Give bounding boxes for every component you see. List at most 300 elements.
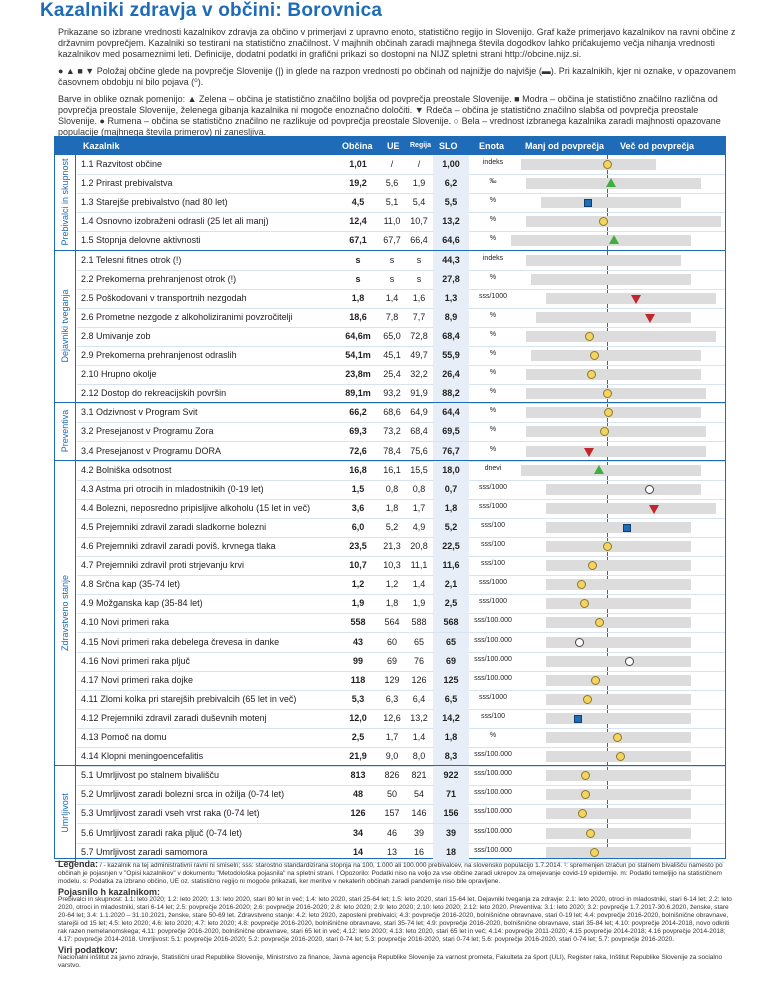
indicator-name: 5.6 Umrljivost zaradi raka pljuč (0-74 let) — [81, 827, 243, 838]
unit: % — [489, 732, 497, 739]
indicator-name: 2.2 Prekomerna prehranjenost otrok (!) — [81, 273, 237, 284]
region-value: / — [417, 159, 421, 169]
region-value: 66,4 — [410, 235, 428, 246]
municipality-value: 48 — [352, 789, 363, 800]
unit: sss/1000 — [478, 502, 508, 510]
slovenia-value: 88,2 — [433, 384, 469, 403]
ue-value: 9,0 — [385, 751, 399, 762]
ue-value: 1,2 — [385, 579, 399, 590]
intro-paragraph: ● ▲ ■ ▼ Položaj občine glede na povprečje Slovenije (|) in glede na razpon vrednosti po občinah od najnižje do najvišje (▬). Pri kazalnikih, kjer ni oznake, v opazovanem časovnem obdobju ni bilo pojava (⁰). — [58, 66, 736, 87]
unit: % — [489, 407, 497, 415]
table-row — [77, 518, 725, 538]
indicator-name: 5.7 Umrljivost zaradi samomora — [81, 846, 208, 857]
unit: sss/1000 — [478, 598, 508, 606]
slovenia-value: 8,3 — [433, 747, 469, 766]
range-bar — [526, 407, 701, 418]
indicator-name: 4.13 Pomoč na domu — [81, 732, 167, 742]
ue-value: 16,1 — [383, 464, 401, 475]
green-up-triangle-marker — [609, 235, 619, 244]
table-row — [77, 327, 725, 347]
unit: ‰ — [489, 178, 497, 186]
region-value: 821 — [411, 770, 427, 781]
region-value: s — [416, 273, 422, 284]
slovenia-value: 1,00 — [433, 155, 469, 174]
unit: sss/100 — [480, 521, 506, 529]
table-row — [77, 690, 725, 710]
municipality-value: 4,5 — [351, 197, 365, 208]
municipality-value: 66,2 — [349, 407, 367, 418]
municipality-value: 12,4 — [349, 216, 367, 227]
indicator-name: 4.6 Prejemniki zdravil zaradi poviš. krvnega tlaka — [81, 541, 276, 551]
slovenia-value: 68,4 — [433, 327, 469, 346]
unit: sss/100 — [480, 541, 506, 548]
unit: sss/100.000 — [474, 827, 512, 835]
municipality-value: 813 — [350, 770, 366, 781]
ue-value: 6,3 — [385, 693, 399, 704]
group-label-text: Zdravstveno stanje — [60, 574, 70, 651]
ue-value: 65,0 — [383, 330, 401, 341]
unit: indeks — [482, 254, 504, 262]
table-row — [77, 537, 725, 557]
range-bar — [526, 446, 706, 457]
municipality-value: 558 — [350, 617, 366, 628]
slovenia-value: 156 — [433, 804, 469, 823]
range-bar — [546, 694, 691, 705]
table-row — [77, 422, 725, 442]
range-bar — [546, 847, 691, 858]
unit: sss/100.000 — [474, 617, 512, 625]
ue-value: 50 — [386, 789, 397, 800]
indicator-name: 1.4 Osnovno izobraženi odrasli (25 let ali manj) — [81, 216, 269, 227]
slovenia-value: 8,9 — [433, 308, 469, 327]
blue-square-marker — [574, 715, 582, 723]
ue-value: 25,4 — [383, 369, 401, 380]
legend — [58, 860, 738, 970]
table-row — [77, 480, 725, 500]
yellow-circle-marker — [603, 160, 612, 169]
ue-value: 5,1 — [385, 197, 399, 208]
range-bar — [546, 828, 691, 839]
range-bar — [511, 235, 691, 246]
range-bar — [531, 274, 691, 285]
slovenia-value: 64,4 — [433, 403, 469, 422]
municipality-value: 18,6 — [349, 311, 367, 322]
unit: sss/100.000 — [474, 636, 512, 644]
indicator-name: 4.10 Novi primeri raka — [81, 617, 170, 628]
indicator-name: 2.1 Telesni fitnes otrok (!) — [81, 254, 182, 265]
sources-text: Nacionalni inštitut za javno zdravje, Statistični urad Republike Slovenije, Ministrstvo za finance, Javna agencija Republike Slovenije za varnost prometa, Fakulteta za šport (ULI), Register raka, Inštitut Republike Slovenije za socialno varstvo. — [58, 954, 723, 969]
unit: % — [489, 273, 497, 281]
region-value: 65 — [413, 636, 424, 647]
region-value: 1,7 — [412, 502, 426, 513]
header-slo: SLO — [439, 141, 458, 151]
table-row — [77, 174, 725, 194]
region-value: 1,9 — [412, 178, 426, 189]
ue-value: 1,8 — [385, 502, 399, 513]
white-circle-marker — [625, 657, 634, 666]
unit: sss/1000 — [478, 693, 508, 701]
yellow-circle-marker — [591, 676, 600, 685]
white-circle-marker — [575, 638, 584, 647]
group-label — [55, 155, 76, 251]
indicator-name: 2.10 Hrupno okolje — [81, 369, 157, 380]
indicator-name: 1.2 Prirast prebivalstva — [81, 178, 173, 189]
unit: indeks — [482, 159, 504, 166]
ue-value: s — [389, 254, 395, 265]
region-value: 15,5 — [410, 464, 428, 475]
municipality-value: 12,0 — [349, 712, 367, 723]
slovenia-value: 6,2 — [433, 174, 469, 193]
municipality-value: 16,8 — [349, 464, 367, 475]
unit: sss/100.000 — [474, 655, 512, 663]
slovenia-value: 18 — [433, 843, 469, 862]
ue-value: 12,6 — [383, 712, 401, 723]
unit: % — [489, 445, 497, 453]
unit: sss/1000 — [478, 579, 508, 587]
table-row — [77, 251, 725, 271]
range-bar — [526, 369, 701, 380]
ue-value: / — [390, 159, 394, 169]
slovenia-value: 55,9 — [433, 346, 469, 365]
range-bar — [526, 331, 716, 342]
indicator-name: 3.2 Presejanost v Programu Zora — [81, 426, 214, 437]
region-value: 126 — [411, 674, 427, 685]
ue-value: 5,6 — [385, 178, 399, 189]
municipality-value: 1,9 — [351, 598, 365, 609]
group-label-text: Preventiva — [60, 410, 70, 453]
region-value: 146 — [411, 808, 427, 819]
table-row — [77, 270, 725, 290]
indicator-name: 4.4 Bolezni, neposredno pripisljive alkoholu (15 let in več) — [81, 502, 311, 513]
intro-text — [58, 27, 738, 144]
slovenia-value: 44,3 — [433, 251, 469, 270]
unit: dnevi — [484, 464, 502, 472]
municipality-value: 1,8 — [351, 292, 365, 303]
ue-value: 13 — [386, 846, 397, 857]
range-bar — [546, 713, 691, 724]
range-bar — [526, 388, 706, 399]
region-value: 4,9 — [412, 521, 426, 532]
slovenia-value: 14,2 — [433, 709, 469, 728]
table-row — [77, 613, 725, 633]
slovenia-value: 0,7 — [433, 480, 469, 499]
region-value: 68,4 — [410, 426, 428, 437]
slovenia-value: 6,5 — [433, 690, 469, 709]
slovenia-value: 5,2 — [433, 518, 469, 537]
indicator-name: 4.7 Prejemniki zdravil proti strjevanju krvi — [81, 560, 245, 571]
ue-value: 68,6 — [383, 407, 401, 418]
indicator-name: 4.11 Zlomi kolka pri starejših prebivalcih (65 let in več) — [81, 693, 297, 704]
table-row — [77, 804, 725, 824]
municipality-value: 126 — [350, 808, 366, 819]
header-enota: Enota — [479, 141, 505, 151]
slovenia-value: 11,6 — [433, 556, 469, 575]
municipality-value: 2,5 — [351, 732, 365, 742]
range-bar — [546, 637, 691, 648]
group-label — [55, 766, 76, 862]
indicator-name: 4.17 Novi primeri raka dojke — [81, 674, 194, 685]
indicator-name: 4.15 Novi primeri raka debelega črevesa in danke — [81, 636, 280, 647]
unit: sss/1000 — [478, 292, 508, 300]
region-value: 54 — [413, 789, 424, 800]
unit: sss/100 — [480, 560, 506, 568]
municipality-value: 34 — [352, 827, 363, 838]
unit: % — [489, 369, 497, 377]
intro-paragraph: Prikazane so izbrane vrednosti kazalnikov zdravja za občino v primerjavi z upravno enoto, statistično regijo in Slovenijo. Graf kaže primerjavo kazalnikov na ravni občine z državnim povprečjem. Kazalniki so testirani na statistično značilnost. V majhnih občinah zaradi majhnega števila dogodkov lahko pričakujemo večja nihanja vrednosti kazalnikov med posameznimi leti. Definicije, dodatni podatki in grafični prikazi so dostopni na NIJZ spletni strani http://obcine.nijz.si. — [58, 27, 736, 59]
municipality-value: 54,1m — [345, 350, 371, 360]
table-row — [77, 193, 725, 213]
table-row — [77, 346, 725, 366]
table-row — [77, 766, 725, 786]
table-row — [77, 824, 725, 844]
explanation-heading: Pojasnilo h kazalnikom: — [58, 887, 161, 897]
municipality-value: 6,0 — [351, 521, 365, 532]
table-row — [77, 308, 725, 328]
indicator-name: 1.5 Stopnja delovne aktivnosti — [81, 235, 201, 246]
ue-value: 1,7 — [385, 732, 399, 742]
region-value: 76 — [413, 655, 424, 666]
range-bar — [546, 541, 691, 552]
header-obcina: Občina — [342, 141, 373, 151]
range-bar — [546, 808, 691, 819]
unit: sss/100.000 — [474, 846, 512, 854]
region-value: 16 — [413, 846, 424, 857]
region-value: 75,6 — [410, 445, 428, 456]
table-row — [77, 575, 725, 595]
slovenia-value: 22,5 — [433, 537, 469, 556]
unit: % — [489, 350, 497, 357]
region-value: 39 — [413, 827, 424, 838]
ue-value: 157 — [384, 808, 400, 819]
table-row — [77, 461, 725, 481]
ue-value: 69 — [386, 655, 397, 666]
slovenia-value: 2,1 — [433, 575, 469, 594]
ue-value: 78,4 — [383, 445, 401, 456]
slovenia-value: 5,5 — [433, 193, 469, 212]
unit: sss/100 — [480, 712, 506, 720]
region-value: 6,4 — [412, 693, 426, 704]
slovenia-value: 922 — [433, 766, 469, 785]
ue-value: s — [389, 273, 395, 284]
region-value: 5,4 — [412, 197, 426, 208]
yellow-circle-marker — [583, 695, 592, 704]
slovenia-value: 76,7 — [433, 442, 469, 461]
indicator-name: 1.3 Starejše prebivalstvo (nad 80 let) — [81, 197, 228, 208]
red-down-triangle-marker — [584, 448, 594, 457]
region-value: 1,9 — [412, 598, 426, 609]
region-value: 0,8 — [412, 483, 426, 494]
yellow-circle-marker — [613, 733, 622, 742]
table-row — [77, 365, 725, 385]
municipality-value: s — [355, 273, 361, 284]
indicator-table — [54, 136, 726, 859]
slovenia-value: 1,8 — [433, 499, 469, 518]
indicator-name: 4.14 Klopni meningoencefalitis — [81, 751, 204, 762]
table-row — [77, 633, 725, 653]
region-value: 10,7 — [410, 216, 428, 227]
municipality-value: 1,2 — [351, 579, 365, 590]
indicator-name: 5.1 Umrljivost po stalnem bivališču — [81, 770, 220, 781]
range-bar — [546, 617, 691, 628]
page-title: Kazalniki zdravja v občini: Borovnica — [40, 0, 383, 21]
red-down-triangle-marker — [631, 295, 641, 304]
municipality-value: 89,1m — [345, 388, 371, 399]
table-row — [77, 747, 725, 767]
municipality-value: 23,8m — [345, 369, 371, 380]
region-value: s — [416, 254, 422, 265]
sources-heading: Viri podatkov: — [58, 945, 118, 955]
ue-value: 129 — [384, 674, 400, 685]
range-bar — [546, 560, 691, 571]
indicator-name: 4.5 Prejemniki zdravil zaradi sladkorne bolezni — [81, 521, 267, 532]
region-value: 49,7 — [410, 350, 428, 360]
slovenia-value: 65 — [433, 633, 469, 652]
table-header — [55, 137, 725, 155]
region-value: 588 — [411, 617, 427, 628]
slovenia-value: 26,4 — [433, 365, 469, 384]
unit: sss/100.000 — [474, 751, 512, 759]
indicator-name: 3.4 Presejanost v Programu DORA — [81, 445, 222, 456]
indicator-name: 4.9 Možganska kap (35-84 let) — [81, 598, 203, 609]
slovenia-value: 69,5 — [433, 422, 469, 441]
ue-value: 564 — [384, 617, 400, 628]
region-value: 32,2 — [410, 369, 428, 380]
municipality-value: 23,5 — [349, 541, 367, 551]
intro-paragraph: Barve in oblike oznak pomenijo: ▲ Zelena – občina je statistično značilno boljša od povprečja preostale Slovenije. ■ Modra – občina je statistično značilno različna od povprečja preostale Slovenije, želenega gibanja kazalnika ni mogoče enoznačno določiti. ▼ Rdeča – občina je statistično značilno slabša od povprečja preostale Slovenije. ● Rumena – občina se statistično značilno ne razlikuje od povprečja preostale Slovenije. ○ Bela – vrednost izbranega kazalnika zaradi majhnosti opazovane populacije (majhnega števila primerov) ni zanesljiva. — [58, 94, 721, 137]
municipality-value: 1,5 — [351, 483, 365, 494]
slovenia-value: 39 — [433, 824, 469, 843]
slovenia-value: 69 — [433, 652, 469, 671]
slovenia-value: 71 — [433, 785, 469, 804]
group-label-text: Umrljivost — [60, 793, 70, 834]
ue-value: 10,3 — [383, 560, 401, 571]
region-value: 64,9 — [410, 407, 428, 418]
range-bar — [521, 465, 701, 476]
legend-text: / - kazalnik na tej administrativni ravni ni smiseln; sss: starostno standardizirana stopnja na 100, 1.000 ali 100.000 prebivalcev, na slovensko populacijo 1.7.2014. ¹: spremenjen izračun po stalnem bivališču namesto po občinah je pojasnjen v "Opisi kazalnikov" v dokumentu "Metodološka pojasnila" na spletni strani. ! Opozorilo: Podatki niso na voljo za vse občine zaradi ukrepov za omejevanje covid-19 epidemije. m: Podatki temeljijo na statističnem modelu. s: Podatka za izbrano občino, UE oz. statistično regijo ni mogoče prikazati, ker meritve v nekaterih občinah zaradi pandemije niso bile opravljene. — [58, 862, 723, 885]
header-kazalnik: Kazalnik — [83, 141, 120, 151]
header-regija: Regija — [410, 142, 432, 149]
table-row — [77, 594, 725, 614]
ue-value: 73,2 — [383, 426, 401, 437]
ue-value: 60 — [386, 636, 397, 647]
ue-value: 1,8 — [385, 598, 399, 609]
unit: % — [489, 330, 497, 338]
slovenia-value: 64,6 — [433, 231, 469, 250]
indicator-name: 1.1 Razvitost občine — [81, 159, 163, 169]
group-label — [55, 461, 76, 767]
red-down-triangle-marker — [645, 314, 655, 323]
indicator-name: 2.9 Prekomerna prehranjenost odraslih — [81, 350, 237, 360]
indicator-name: 2.8 Umivanje zob — [81, 330, 151, 341]
table-row — [77, 231, 725, 251]
table-row — [77, 671, 725, 691]
region-value: 1,6 — [412, 292, 426, 303]
indicator-name: 4.8 Srčna kap (35-74 let) — [81, 579, 181, 590]
indicator-name: 4.16 Novi primeri raka pljuč — [81, 655, 191, 666]
range-bar — [546, 789, 691, 800]
group-label-text: Dejavniki tveganja — [60, 289, 70, 363]
range-bar — [546, 579, 691, 590]
unit: % — [489, 197, 497, 205]
municipality-value: 118 — [350, 674, 366, 685]
slovenia-value: 2,5 — [433, 594, 469, 613]
municipality-value: 64,6m — [345, 330, 371, 341]
municipality-value: 99 — [352, 655, 363, 666]
slovenia-value: 13,2 — [433, 212, 469, 231]
yellow-circle-marker — [603, 542, 612, 551]
header-more-than-average: Več od povprečja — [620, 141, 695, 151]
municipality-value: 21,9 — [349, 751, 367, 762]
range-bar — [546, 522, 691, 533]
table-row — [77, 384, 725, 404]
indicator-name: 4.3 Astma pri otrocih in mladostnikih (0-19 let) — [81, 483, 264, 494]
unit: % — [489, 216, 497, 224]
region-value: 7,7 — [412, 311, 426, 322]
municipality-value: 14 — [352, 846, 363, 857]
region-value: 72,8 — [410, 330, 428, 341]
range-bar — [526, 426, 706, 437]
yellow-circle-marker — [586, 829, 595, 838]
group-label-text: Prebivalci in skupnost — [60, 158, 70, 246]
unit: % — [489, 388, 497, 396]
blue-square-marker — [623, 524, 631, 532]
table-row — [77, 556, 725, 576]
explanation-text: Prebivalci in skupnost: 1.1: leto 2020; 1.2: leto 2020; 1.3: leto 2020, stari 80 let in več; 1.4: leto 2020, stari 25-64 let; 1.5: leto 2020, stari 15-64 let. Dejavniki tveganja za zdravje: 2.1: leto 2020, otroci in mladostniki, stari 6-14 let; 2.2: leto 2020, otroci in mladostniki, stari 6-14 let; 2.5: povprečje 2016-2020; 2.6: povprečje 2016-2020; 2.8: leto 2020; 2.9: leto 2020; 2.10: leto 2020; 2.12: leto 2020. Preventiva: 3.1: leto 2020; 3.2: povprečje 1.7.2017-30.6.2020, ženske, stare 20-64 let; 3.4: 1.1.2020 – 31.10.2021, ženske, stare 50-69 let. Zdravstveno stanje: 4.2: leto 2020, zaposleni prebivalci; 4.3: povprečje 2016-2020, bolnišnične obravnave, stari 0-19 let; 4.4: povprečje 2016-2020, bolnišnične obravnave, starejši od 15 let; 4.5: leto 2020; 4.6: leto 2020; 4.7: leto 2020; 4.8: povprečje 2016-2020, bolnišnične obravnave, stari 35-74 let; 4.9: povprečje 2016-2020, bolnišnične obravnave, stari 35-84 let; 4.10: povprečje 2014-2018, novo odkriti rak razen nemelanomskega; 4.11: povprečje 2016-2020, bolnišnične obravnave, stari 65 let in več; 4.12: leto 2020; 4.13: leto 2020, stari 65 let in več; 4.14: povprečje 2011-2020; 4.15 povprečje 2014-2018; 4.16 povprečje 2014-2018; 4.17: povprečje 2014-2018. Umrljivost: 5.1: povprečje 2016-2020; 5.2: povprečje 2016-2020, stari 0-74 let; 5.3: povprečje 2016-2020, stari 0-74 let; 5.6: povprečje 2016-2020, stari 0-74 let; 5.7: povprečje 2016-2020. — [58, 896, 732, 943]
unit: sss/100.000 — [474, 808, 512, 816]
table-row — [77, 442, 725, 462]
group-label — [55, 251, 76, 404]
ue-value: 67,7 — [383, 235, 401, 246]
table-row — [77, 709, 725, 729]
ue-value: 7,8 — [385, 311, 399, 322]
unit: % — [489, 426, 497, 434]
range-bar — [546, 675, 691, 686]
table-row — [77, 499, 725, 519]
indicator-name: 2.12 Dostop do rekreacijskih površin — [81, 388, 227, 399]
indicator-name: 2.6 Prometne nezgode z alkoholiziranimi povzročitelji — [81, 311, 293, 322]
municipality-value: 43 — [352, 636, 363, 647]
yellow-circle-marker — [590, 351, 599, 360]
municipality-value: 10,7 — [349, 560, 367, 571]
ue-value: 21,3 — [383, 541, 401, 551]
ue-value: 45,1 — [383, 350, 401, 360]
unit: % — [489, 235, 497, 243]
region-value: 1,4 — [412, 579, 426, 590]
yellow-circle-marker — [590, 848, 599, 857]
slovenia-value: 1,3 — [433, 289, 469, 308]
range-bar — [546, 656, 691, 667]
region-value: 20,8 — [410, 541, 428, 551]
region-value: 11,1 — [410, 560, 428, 571]
range-bar — [546, 598, 691, 609]
indicator-name: 3.1 Odzivnost v Program Svit — [81, 407, 198, 418]
blue-square-marker — [584, 199, 592, 207]
range-bar — [526, 255, 681, 266]
slovenia-value: 18,0 — [433, 461, 469, 480]
municipality-value: 5,3 — [351, 693, 365, 704]
slovenia-value: 568 — [433, 613, 469, 632]
ue-value: 0,8 — [385, 483, 399, 494]
range-bar — [526, 216, 721, 227]
table-row — [77, 785, 725, 805]
green-up-triangle-marker — [594, 465, 604, 474]
ue-value: 93,2 — [383, 388, 401, 399]
table-row — [77, 652, 725, 672]
unit: % — [489, 311, 497, 319]
range-bar — [531, 350, 701, 361]
header-ue: UE — [387, 141, 400, 151]
region-value: 13,2 — [410, 712, 428, 723]
